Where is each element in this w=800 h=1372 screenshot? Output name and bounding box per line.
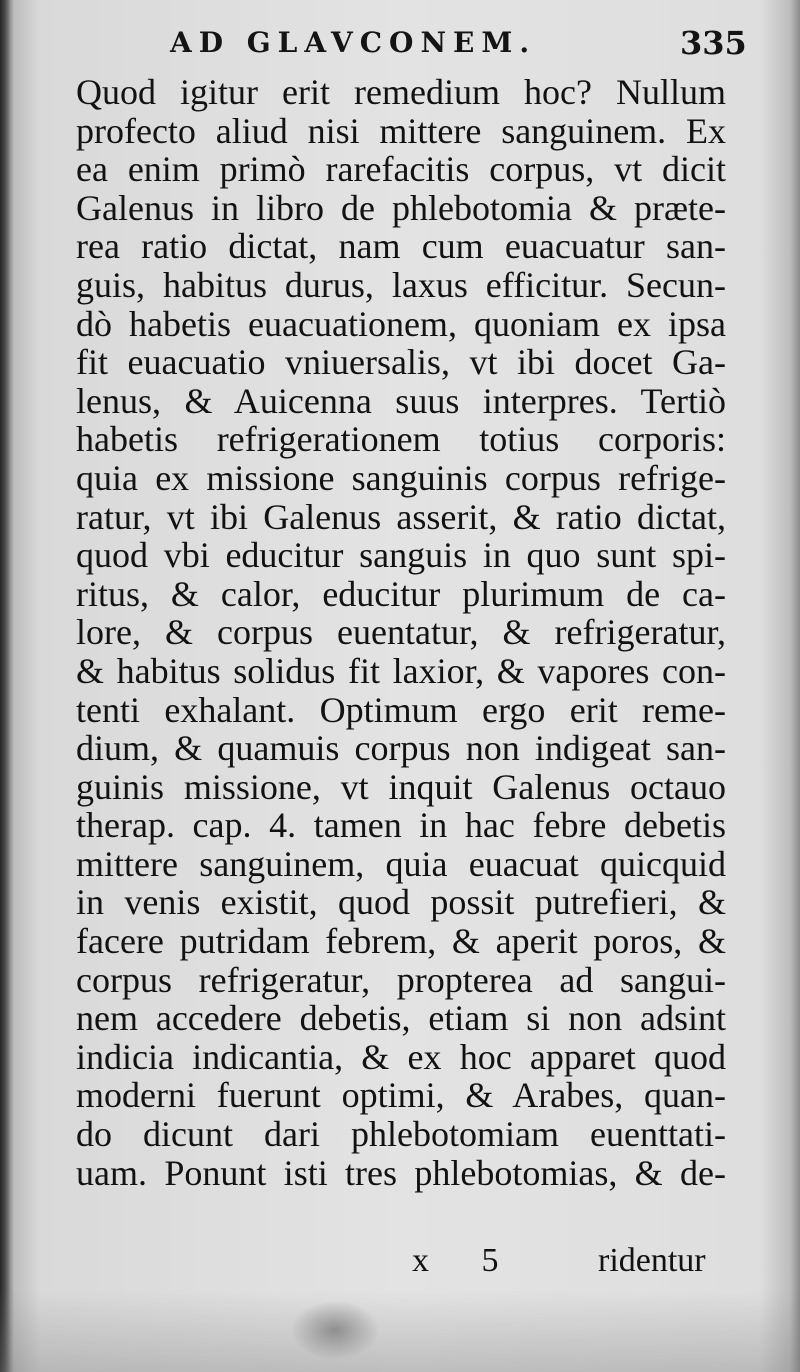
text-line: in venis existit, quod possit putrefieri, & [76, 882, 726, 923]
body-text [76, 73, 726, 1192]
text-line: facere putridam febrem, & aperit poros, & [76, 921, 726, 962]
page-number: 335 [680, 24, 747, 62]
text-line: profecto aliud nisi mittere sanguinem. Ex [76, 110, 726, 151]
text-line: moderni fuerunt optimi, & Arabes, quan- [76, 1075, 726, 1116]
text-line: habetis refrigerationem totius corporis: [76, 419, 726, 460]
text-line: Galenus in libro de phlebotomia & præte- [76, 187, 726, 228]
text-line: ritus, & calor, educitur plurimum de ca- [76, 573, 726, 614]
text-line: quia ex missione sanguinis corpus refrige- [76, 457, 726, 498]
text-line: guinis missione, vt inquit Galenus octauo [76, 766, 726, 807]
page-bottom-shadow [0, 1290, 800, 1372]
text-line: quod vbi educitur sanguis in quo sunt spi- [76, 535, 726, 576]
catchword: ridentur [598, 1242, 706, 1279]
ink-smudge [290, 1300, 380, 1360]
text-line: lenus, & Auicenna suus interpres. Tertiò [76, 380, 726, 421]
text-line: rea ratio dictat, nam cum euacuatur san- [76, 226, 726, 267]
text-line: therap. cap. 4. tamen in hac febre debetis [76, 805, 726, 846]
signature-mark: x 5 [412, 1242, 521, 1279]
text-line: tenti exhalant. Optimum ergo erit reme- [76, 689, 726, 730]
text-line: corpus refrigeratur, propterea ad sangui- [76, 959, 726, 1000]
text-line: mittere sanguinem, quia euacuat quicquid [76, 843, 726, 884]
text-line: do dicunt dari phlebotomiam euenttati- [76, 1114, 726, 1155]
page-header [0, 26, 800, 76]
text-line: & habitus solidus fit laxior, & vapores con- [76, 650, 726, 691]
text-line: lore, & corpus euentatur, & refrigeratur, [76, 612, 726, 653]
text-line: ea enim primò rarefacitis corpus, vt dicit [76, 149, 726, 190]
text-line: Quod igitur erit remedium hoc? Nullum [76, 72, 726, 112]
text-line: ratur, vt ibi Galenus asserit, & ratio dictat, [76, 496, 726, 537]
text-line: fit euacuatio vniuersalis, vt ibi docet Ga- [76, 342, 726, 383]
running-head: AD GLAVCONEM. [170, 26, 537, 59]
text-line: guis, habitus durus, laxus efficitur. Secun- [76, 264, 726, 305]
text-line: nem accedere debetis, etiam si non adsint [76, 998, 726, 1039]
text-line: uam. Ponunt isti tres phlebotomias, & de- [76, 1152, 726, 1193]
spine-shadow [0, 0, 14, 1372]
text-line: dò habetis euacuationem, quoniam ex ipsa [76, 303, 726, 344]
text-line: dium, & quamuis corpus non indigeat san- [76, 728, 726, 769]
text-line: indicia indicantia, & ex hoc apparet quod [76, 1036, 726, 1077]
page-footer [0, 1242, 800, 1286]
